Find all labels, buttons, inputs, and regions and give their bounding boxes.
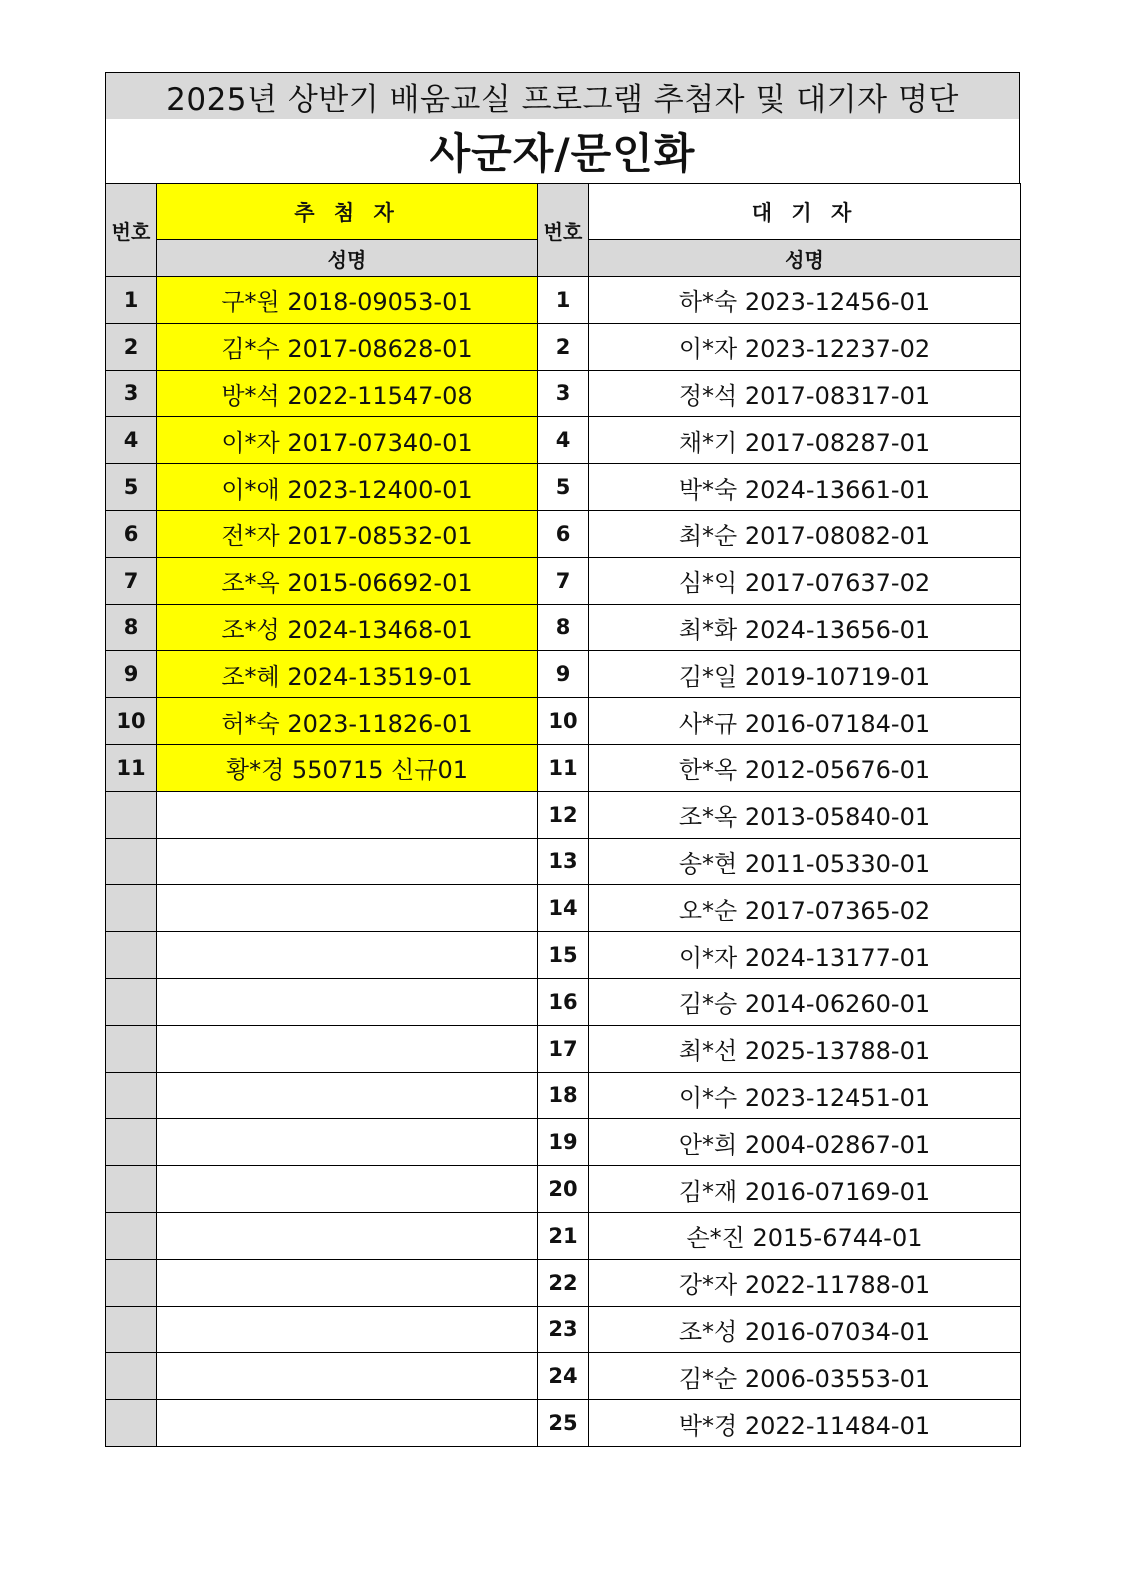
table-row (106, 604, 1021, 651)
selected-header: 추 첨 자 (157, 184, 538, 240)
selected-number-cell (106, 1025, 157, 1072)
waiting-name-cell: 김*재 2016-07169-01 (589, 1166, 1021, 1213)
selected-name-cell (157, 1212, 538, 1259)
selected-number-cell (106, 1212, 157, 1259)
selected-name-cell: 방*석 2022-11547-08 (157, 370, 538, 417)
selected-number-cell: 9 (106, 651, 157, 698)
table-row (106, 1025, 1021, 1072)
selected-number-cell: 4 (106, 417, 157, 464)
waiting-name-cell: 손*진 2015-6744-01 (589, 1212, 1021, 1259)
table-row (106, 1306, 1021, 1353)
selected-name-cell: 김*수 2017-08628-01 (157, 323, 538, 370)
table-row (106, 1212, 1021, 1259)
selected-number-cell (106, 1353, 157, 1400)
selected-name-header: 성명 (157, 240, 538, 277)
waiting-name-cell: 김*승 2014-06260-01 (589, 978, 1021, 1025)
selected-number-cell (106, 932, 157, 979)
selected-number-header: 번호 (106, 184, 157, 277)
waiting-number-cell: 11 (538, 744, 589, 791)
waiting-number-cell: 7 (538, 557, 589, 604)
waiting-number-cell: 1 (538, 277, 589, 324)
waiting-name-cell: 박*경 2022-11484-01 (589, 1400, 1021, 1447)
waiting-name-cell: 채*기 2017-08287-01 (589, 417, 1021, 464)
waiting-number-cell: 15 (538, 932, 589, 979)
table-row (106, 744, 1021, 791)
selected-name-cell (157, 1306, 538, 1353)
selected-number-cell (106, 1072, 157, 1119)
selected-number-cell (106, 885, 157, 932)
table-row (106, 323, 1021, 370)
waiting-number-cell: 19 (538, 1119, 589, 1166)
document-title: 2025년 상반기 배움교실 프로그램 추첨자 및 대기자 명단 (106, 73, 1019, 119)
selected-name-cell (157, 978, 538, 1025)
waiting-name-cell: 오*순 2017-07365-02 (589, 885, 1021, 932)
roster-table (105, 183, 1021, 1447)
selected-name-cell: 허*숙 2023-11826-01 (157, 698, 538, 745)
waiting-name-cell: 하*숙 2023-12456-01 (589, 277, 1021, 324)
title-band (105, 72, 1020, 183)
selected-name-cell (157, 791, 538, 838)
selected-name-cell: 조*성 2024-13468-01 (157, 604, 538, 651)
selected-name-cell: 전*자 2017-08532-01 (157, 510, 538, 557)
waiting-name-cell: 안*희 2004-02867-01 (589, 1119, 1021, 1166)
selected-name-cell (157, 838, 538, 885)
selected-name-cell: 이*애 2023-12400-01 (157, 464, 538, 511)
table-row (106, 370, 1021, 417)
table-row (106, 885, 1021, 932)
waiting-name-cell: 최*화 2024-13656-01 (589, 604, 1021, 651)
waiting-name-cell: 심*익 2017-07637-02 (589, 557, 1021, 604)
table-row (106, 978, 1021, 1025)
selected-name-cell (157, 1025, 538, 1072)
selected-number-cell (106, 1259, 157, 1306)
selected-name-cell (157, 1119, 538, 1166)
waiting-number-cell: 18 (538, 1072, 589, 1119)
waiting-name-cell: 김*일 2019-10719-01 (589, 651, 1021, 698)
waiting-name-header: 성명 (589, 240, 1021, 277)
selected-name-cell: 조*옥 2015-06692-01 (157, 557, 538, 604)
selected-number-cell: 10 (106, 698, 157, 745)
waiting-number-cell: 5 (538, 464, 589, 511)
selected-name-cell (157, 1166, 538, 1213)
selected-number-cell (106, 978, 157, 1025)
selected-number-cell (106, 1166, 157, 1213)
selected-name-cell (157, 1400, 538, 1447)
selected-number-cell (106, 1400, 157, 1447)
waiting-number-header: 번호 (538, 184, 589, 277)
selected-number-cell: 1 (106, 277, 157, 324)
roster-sheet (105, 72, 1020, 1447)
table-row (106, 932, 1021, 979)
selected-number-cell: 7 (106, 557, 157, 604)
waiting-number-cell: 2 (538, 323, 589, 370)
selected-number-cell: 6 (106, 510, 157, 557)
table-row (106, 1259, 1021, 1306)
waiting-number-cell: 8 (538, 604, 589, 651)
table-row (106, 557, 1021, 604)
waiting-name-cell: 최*선 2025-13788-01 (589, 1025, 1021, 1072)
table-row (106, 1166, 1021, 1213)
waiting-number-cell: 14 (538, 885, 589, 932)
waiting-name-cell: 최*순 2017-08082-01 (589, 510, 1021, 557)
selected-number-cell: 3 (106, 370, 157, 417)
waiting-number-cell: 22 (538, 1259, 589, 1306)
waiting-number-cell: 21 (538, 1212, 589, 1259)
waiting-number-cell: 3 (538, 370, 589, 417)
roster-body (106, 277, 1021, 1447)
waiting-number-cell: 6 (538, 510, 589, 557)
table-row (106, 277, 1021, 324)
waiting-name-cell: 이*자 2024-13177-01 (589, 932, 1021, 979)
selected-name-cell: 황*경 550715 신규01 (157, 744, 538, 791)
waiting-number-cell: 23 (538, 1306, 589, 1353)
header-row (106, 184, 1021, 240)
waiting-number-cell: 4 (538, 417, 589, 464)
waiting-name-cell: 강*자 2022-11788-01 (589, 1259, 1021, 1306)
waiting-number-cell: 12 (538, 791, 589, 838)
waiting-name-cell: 박*숙 2024-13661-01 (589, 464, 1021, 511)
waiting-number-cell: 25 (538, 1400, 589, 1447)
table-row (106, 1072, 1021, 1119)
table-row (106, 1119, 1021, 1166)
selected-name-cell (157, 932, 538, 979)
selected-number-cell (106, 838, 157, 885)
table-row (106, 417, 1021, 464)
selected-number-cell (106, 1306, 157, 1353)
selected-name-cell: 구*원 2018-09053-01 (157, 277, 538, 324)
selected-name-cell (157, 1072, 538, 1119)
table-row (106, 464, 1021, 511)
selected-name-cell (157, 1259, 538, 1306)
table-row (106, 791, 1021, 838)
waiting-name-cell: 정*석 2017-08317-01 (589, 370, 1021, 417)
program-name: 사군자/문인화 (106, 119, 1019, 183)
waiting-number-cell: 13 (538, 838, 589, 885)
selected-number-cell: 5 (106, 464, 157, 511)
table-row (106, 510, 1021, 557)
selected-number-cell: 8 (106, 604, 157, 651)
table-row (106, 1353, 1021, 1400)
waiting-name-cell: 이*수 2023-12451-01 (589, 1072, 1021, 1119)
selected-number-cell: 11 (106, 744, 157, 791)
waiting-number-cell: 24 (538, 1353, 589, 1400)
selected-number-cell: 2 (106, 323, 157, 370)
waiting-number-cell: 16 (538, 978, 589, 1025)
waiting-name-cell: 송*현 2011-05330-01 (589, 838, 1021, 885)
waiting-name-cell: 이*자 2023-12237-02 (589, 323, 1021, 370)
selected-number-cell (106, 1119, 157, 1166)
selected-name-cell (157, 885, 538, 932)
waiting-name-cell: 사*규 2016-07184-01 (589, 698, 1021, 745)
table-row (106, 1400, 1021, 1447)
waiting-name-cell: 조*성 2016-07034-01 (589, 1306, 1021, 1353)
selected-name-cell: 이*자 2017-07340-01 (157, 417, 538, 464)
waiting-name-cell: 한*옥 2012-05676-01 (589, 744, 1021, 791)
table-row (106, 838, 1021, 885)
waiting-number-cell: 10 (538, 698, 589, 745)
waiting-number-cell: 20 (538, 1166, 589, 1213)
selected-name-cell (157, 1353, 538, 1400)
selected-number-cell (106, 791, 157, 838)
waiting-name-cell: 조*옥 2013-05840-01 (589, 791, 1021, 838)
waiting-number-cell: 9 (538, 651, 589, 698)
waiting-header: 대 기 자 (589, 184, 1021, 240)
table-row (106, 651, 1021, 698)
waiting-name-cell: 김*순 2006-03553-01 (589, 1353, 1021, 1400)
table-row (106, 698, 1021, 745)
selected-name-cell: 조*혜 2024-13519-01 (157, 651, 538, 698)
waiting-number-cell: 17 (538, 1025, 589, 1072)
